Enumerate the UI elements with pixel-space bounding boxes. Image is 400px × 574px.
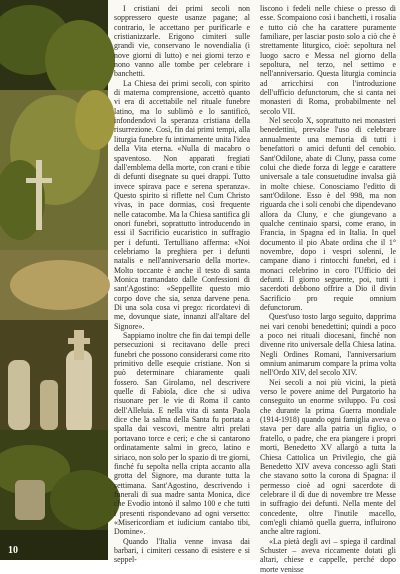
paragraph: La Chiesa dei primi secoli, con spirito di materna comprensione, accettò quanto vi era di accettabile nel rituale funebre latino, ma lo sublimò e lo santificò, infondendovi la speranza cristiana della risurrezione. Così, fin dai primi tempi, alla liturgia funebre fu intimamente unita l'idea della Vita eterna. «Nulla di macabro o spaventoso. Non apparati fregiati dall'emblema della morte, con crani e tibie di defunti disegnate su quei drappi. Tutto invece spirava pace e serena speranza». Questo spirito si riflette nel Cum Christo vivas, in pace dormias, così frequente nelle catacombe. Ma la Chiesa santifica gli onori funebri, soprattutto introducendo in essi il Sacrificio eucaristico in suffragio per i defunti. Tertulliano afferma: «Noi celebriamo la preghiera per i defunti natalis e nell'anniversario della morte». Molto toccante è anche il testo di santa Monica tramandato dalle Confessioni di sant'Agostino: «Seppellite questo mio corpo dove che sia, senza darvene pena. Di una sola cosa vi prego: ricordatevi di me, dovunque siate, innanzi all'altare del Signore». bbox=[114, 78, 250, 331]
paragraph: I cristiani dei primi secoli non soppressero queste usanze pagane; al contrario, le accettano per purificarle e cristianizzarle. Erigono cimiteri sulle grandi vie, conservano le novendialia (i nove giorni di lutto) e nei giorni terzo e nono vanno alle tombe per celebrare i banchetti. bbox=[114, 4, 250, 79]
page-number: 10 bbox=[8, 545, 18, 556]
text-column-right bbox=[260, 4, 396, 574]
paragraph: Nel secolo X, soprattutto nei monasteri benedettini, prevalse l'uso di celebrare annualmente una memoria di tutti i benefattori o amici defunti del cenobio. Sant'Odilone, abate di Cluny, passa come colui che diede forza di legge e carattere universale a tale consuetudine invalsa già in molte chiese. Conosciamo l'editto di sant'Odilone. Esso è del 998, ma non riguarda che i soli cenobi che dipendevano allora da Cluny, e che giungevano a qualche centinaio sparsi, come erano, in Francia, in Spagna ed in Italia. In quel documento il pio Abate ordina che il 1° novembre, dopo i vespri solenni, le campane diano i rintocchi funebri, ed i monaci celebrino in coro l'Ufficio dei defunti. Il giorno seguente, poi, tutti i sacerdoti debbono offrire a Dio il divin Sacrificio pro requie omnium defunctorum. bbox=[260, 116, 396, 312]
cemetery-photo bbox=[0, 0, 108, 560]
paragraph: Sappiamo inoltre che fin dai tempi delle persecuzioni si recitavano delle preci funebri che possono considerarsi come rito primitivo delle esequie cristiane. Non si può determinare chiaramente quali fossero. San Girolamo, nel descrivere quelle di Fabiola, dice che si udiva risuonare per le vie di Roma il canto dell'Alleluia. E nella vita di santa Paola dice che la salma della Santa fu portata a spalla dai vescovi, mentre altri prelati portavano torce e ceri; e che si cantarono ordinatamente salmi in greco, latino e siriaco, non solo per lo spazio di tre giorni, finché fu sepolta nella cripta accanto alla grotta del Signore, ma durante tutta la settimana. Sant'Agostino, descrivendo i funerali di sua madre santa Monica, dice che Evodio intonò il salmo 100 e che tutti i presenti rispondevano ad ogni versetto: «Misericordiam et iudicium cantabo tibi, Domine». bbox=[114, 331, 250, 537]
paragraph: «La pietà degli avi – spiega il cardinal Schuster – aveva riccamente dotati gli altari, chiese e cappelle, perché dopo morte venisse bbox=[260, 536, 396, 574]
paragraph: Quando l'Italia venne invasa dai barbari, i cimiteri cessano di esistere e si seppel- bbox=[114, 536, 250, 565]
paragraph: liscono i fedeli nelle chiese o presso di esse. Scompaiono così i banchetti, i rosalia e tutto ciò che ha carattere puramente familiare, per lasciar posto solo a ciò che è strettamente liturgico, cioè: sepoltura nel luogo sacro e Messa nel giorno della sepoltura, nel terzo, nel settimo e nell'anniversario. Questa liturgia comincia ad arricchirsi con l'introduzione dell'ufficio defunctorum, che si canta nei monasteri di Roma, probabilmente nel secolo VII. bbox=[260, 4, 396, 116]
cemetery-photo-image bbox=[0, 0, 108, 560]
text-column-left bbox=[114, 4, 250, 565]
body-text bbox=[114, 4, 396, 574]
paragraph: Nei secoli a noi più vicini, la pietà verso le povere anime del Purgatorio ha conseguito un enorme sviluppo. Fu così che durante la prima Guerra mondiale (1914-1918) quando ogni famiglia aveva o stava per dare alla patria un figlio, o fratello, o padre, che era piangere i propri morti, Benedetto XV allargò a tutta la Chiesa Cattolica un Privilegio, che già Benedetto XIV aveva concesso agli Stati che stavano sotto la corona di Spagna: il permesso cioè ad ogni sacerdote di celebrare il dì due di novembre tre Messe in suffragio dei defunti. Nella mente del concedente, oltre l'inutile macello, com'egli chiamò quella guerra, influirono anche altre ragioni. bbox=[260, 377, 396, 537]
paragraph: Quest'uso tosto largo seguito, dapprima nei vari cenobi benedettini; quindi a poco a poco nei rituali diocesani, finché non divenne rito universale della Chiesa latina. Negli Ordines Romani, l'anniversarium omnium animarum compare la prima volta nell'Ordo XIV, del secolo XIV. bbox=[260, 312, 396, 378]
